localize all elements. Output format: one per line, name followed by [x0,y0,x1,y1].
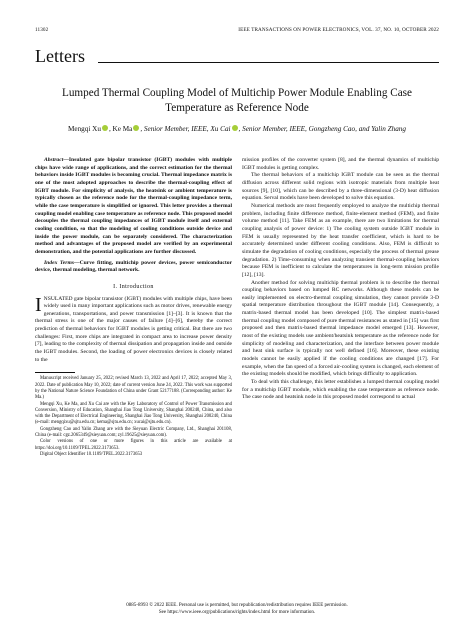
section-rule [98,62,439,63]
index-terms [35,260,232,275]
body-paragraph: Another method for solving multichip thermal problem is to describe the thermal coupling behaviors based on lumped RC networks. Although these models can be easily implemented on electro-thermal coupling simulation, they cannot provide 3-D spatial temperature distribution throughout the IGBT module [14]. Consequently, a matrix-based thermal model has been developed [10]. The simplest matrix-based thermal coupling model composed of pure thermal resistances as stated in [15] was first proposed and then matrix-based thermal impedance model emerged [13]. However, most of the existing models use ambient/heatsink temperature as the reference node for simplicity of modeling and characterization, and the interface between power module and heat sink surface is typically not well defined [16]. Moreover, these existing models cannot be easily applied if the cooling conditions are changed [17]. For example, when the fan speed of a forced air-cooling system is changed, each element of the existing models should be modified, which brings difficulty to application. [242,279,439,378]
body-paragraph: The thermal behaviors of a multichip IGBT module can be seen as the thermal diffusion across different solid regions with isotropic materials from multiple heat sources [9], [10], which can be described by a three-dimensional (3-D) heat diffusion equation. Serval models have been developed to solve this equation. [242,172,439,202]
orcid-icon[interactable] [133,125,139,131]
footnotes [35,376,232,458]
footnote: Mengqi Xu, Ke Ma, and Xu Cai are with the Key Laboratory of Control of Power Transmission and Conversion, Ministry of Education, Shanghai Jiao Tong University, Shanghai 200240, China, and also with the Department of Electrical Engineering, Shanghai Jiao Tong University, Shanghai 200240, China (e-mail: mengqixu@sjtu.edu.cn; kema@sjtu.edu.cn; xucai@sjtu.edu.cn). [35,401,232,426]
rights-link[interactable]: See https://www.ieee.org/publications/rights/index.html for more information. [158,609,316,615]
body-paragraph: Numerical methods are most frequently employed to analyze the multichip thermal problem, including finite difference method, finite-element method (FEM), and finite volume method [11]. Take FEM as an example, there are two limitations for thermal coupling analysis of power device: 1) The cooling system outside IGBT module in FEM is usually represented by the heat transfer coefficient, which is hard to be accurately determined under different cooling conditions. Also, FEM is difficult to simulate the degradation of cooling conditions, especially the process of thermal grease degradation. 2) Time-consuming when analyzing transient thermal-coupling behaviors because FEM is inefficient to calculate the temperatures in long-term mission profile [12], [13]. [242,202,439,278]
drop-cap: I [35,293,42,316]
author-list [20,125,454,133]
copyright-line: 0885-8993 © 2022 IEEE. Personal use is permitted, but republication/redistribution requires IEEE permission. [126,603,348,608]
author-name: , Senior Member, IEEE, Xu Cai [140,125,231,133]
intro-paragraph [35,293,232,365]
left-column [35,157,232,458]
page-number: 11302 [35,27,49,33]
footnote: Color versions of one or more figures in this article are available at https://doi.org/10.1109/TPEL.2022.3173653. [35,439,232,451]
footnote-rule [35,372,75,373]
footnote: Digital Object Identifier 10.1109/TPEL.2022.3173653 [40,451,143,457]
body-paragraph: To deal with this challenge, this letter establishes a lumped thermal coupling model for a multichip IGBT module, which enabling the case temperature as reference node. The case node and heatsink node in this proposed model correspond to actual [242,379,439,401]
author-name: , Ke Ma [108,125,133,133]
body-paragraph: mission profiles of the converter system [8], and the thermal dynamics of multichip IGBT modules is getting complex. [242,157,439,171]
orcid-icon[interactable] [232,125,238,131]
journal-citation: IEEE TRANSACTIONS ON POWER ELECTRONICS, VOL. 37, NO. 10, OCTOBER 2022 [238,27,439,33]
copyright-footer [35,603,439,616]
right-column [242,157,439,402]
section-title: Letters [35,46,85,66]
index-terms-text: —Curve fitting, multichip power devices, power semiconductor device, thermal modeling, thermal network. [35,259,232,274]
footnote: Gongzheng Cao and Yalin Zhang are with the Sieyuan Electric Company, Ltd., Shanghai 201108, China (e-mail: cgz.2065349@sieyuan.com; zyl.19625@sieyuan.com). [35,426,232,439]
index-terms-label: Index Terms [44,259,74,266]
abstract-label: Abstract [44,157,64,163]
abstract [35,157,232,257]
paper-title: Lumped Thermal Coupling Model of Multichip Power Module Enabling Case Temperature as Reference Node [62,87,412,114]
orcid-icon[interactable] [102,125,108,131]
abstract-text: —Insulated gate bipolar transistor (IGBT) modules with multiple chips have wide range of applications, and the correct estimation for the thermal behaviors inside IGBT modules is becoming crucial. Thermal impedance matrix is one of the most adopted approaches to describe the thermal-coupling effect of IGBT module. For simplicity of analysis, the heatsink or ambient temperature is typically chosen as the reference node for the thermal-coupling impedance term, while the case temperature is simplified or ignored. This letter provides a thermal coupling model enabling case temperature as reference node. This proposed model decouples the thermal coupling impedances of IGBT module itself and external cooling condition, so that the modeling of cooling conditions outside device and inside the power module, can be separately considered. The characterization method and advantages of the proposed model are verified by an experimental demonstration, and the potential applications are further discussed. [35,157,232,255]
author-name: Mengqi Xu [68,125,101,133]
section-heading: I. Introduction [113,283,154,290]
footnote: Manuscript received January 25, 2022; revised March 13, 2022 and April 17, 2022; accepted May 3, 2022. Date of publication May 10, 2022; date of current version June 24, 2022. This work was supported by the National Nature Science Foundation of China under Grant 52177188. (Corresponding author: Ke Ma.) [35,376,232,401]
author-name: , Senior Member, IEEE, Gongzheng Cao, and Yalin Zhang [238,125,406,133]
intro-text: NSULATED gate bipolar transistor (IGBT) modules with multiple chips, have been widely used in many important applications such as motor drives, renewable energy generations, transportations, and power transmission [1]–[3]. It is known that the thermal stress is one of the major causes of failure [4]–[6], thereby the correct prediction of thermal behaviors for IGBT modules is getting critical. But there are two challenges: First, more chips are integrated in compact area to increase power density [7], leading to the complexity of thermal dissipation and propagation inside and outside the IGBT modules. Second, the loading of power electronics devices is closely related to the [35,295,232,363]
